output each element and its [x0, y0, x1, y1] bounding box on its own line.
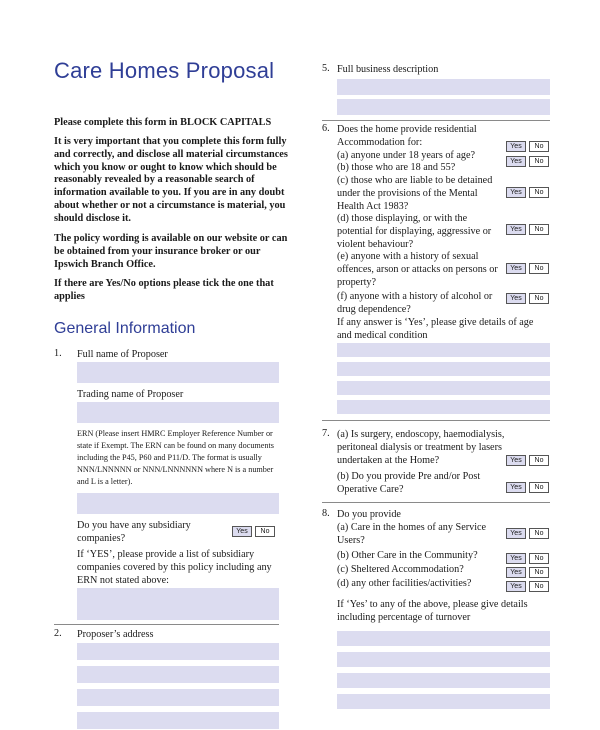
- q7b-no-checkbox[interactable]: No: [529, 482, 549, 493]
- q6c-yes-checkbox[interactable]: Yes: [506, 187, 526, 198]
- q8b-no-checkbox[interactable]: No: [529, 553, 549, 564]
- business-description-label: Full business description: [337, 64, 439, 75]
- q8b-label: (b) Other Care in the Community?: [337, 550, 478, 561]
- q8-details-input-4[interactable]: [337, 694, 550, 709]
- q8c-label: (c) Sheltered Accommodation?: [337, 564, 464, 575]
- q7a-no-checkbox[interactable]: No: [529, 455, 549, 466]
- q6-details-label: If any answer is ‘Yes’, please give details of age and medical condition: [337, 317, 534, 341]
- divider: [322, 120, 550, 121]
- q6a-yes-checkbox[interactable]: Yes: [506, 156, 526, 167]
- ern-label: ERN (Please insert HMRC Employer Reference Number or state if Exempt. The ERN can be found on many documents including the P45, P60 and P11/D. The format is usually NNN/LNNNNN or NNN/LNNNNNN where N is a number and L is a letter).: [77, 429, 274, 486]
- q8-details-label: If ‘Yes’ to any of the above, please give details including percentage of turnover: [337, 599, 528, 623]
- q6c-yes-no: [506, 187, 549, 198]
- q6e-yes-no: [506, 263, 549, 274]
- business-description-input-2[interactable]: [337, 99, 550, 115]
- q8a-label: (a) Care in the homes of any Service Users?: [337, 522, 487, 546]
- q6e-no-checkbox[interactable]: No: [529, 263, 549, 274]
- question-number-2: 2.: [54, 628, 62, 639]
- q6-details-input-4[interactable]: [337, 400, 550, 414]
- instruction-policy-wording: The policy wording is available on our website or can be obtained from your insurance broker or our Ipswich Branch Office.: [54, 233, 288, 270]
- q6d-no-checkbox[interactable]: No: [529, 224, 549, 235]
- q8b-yes-no: [506, 553, 549, 564]
- subsidiary-yes-checkbox[interactable]: Yes: [232, 526, 252, 537]
- q6-intro-no-checkbox[interactable]: No: [529, 141, 549, 152]
- q7b-yes-no: [506, 482, 549, 493]
- proposer-address-input-2[interactable]: [77, 666, 279, 683]
- q6f-yes-checkbox[interactable]: Yes: [506, 293, 526, 304]
- q8c-yes-no: [506, 567, 549, 578]
- ern-input[interactable]: [77, 493, 279, 514]
- q6-details-input-1[interactable]: [337, 343, 550, 357]
- q6e-label: (e) anyone with a history of sexual offences, arson or attacks on persons or property?: [337, 251, 498, 288]
- subsidiary-list-label: If ‘YES’, please provide a list of subsidiary companies covered by this policy including any ERN not stated above:: [77, 549, 272, 586]
- business-description-input-1[interactable]: [337, 79, 550, 95]
- trading-name-label: Trading name of Proposer: [77, 389, 184, 400]
- q6a-label: (a) anyone under 18 years of age?: [337, 150, 476, 161]
- q8-details-input-2[interactable]: [337, 652, 550, 667]
- q6b-label: (b) those who are 18 and 55?: [337, 162, 456, 173]
- q8d-label: (d) any other facilities/activities?: [337, 578, 472, 589]
- q7a-label: (a) Is surgery, endoscopy, haemodialysis, peritoneal dialysis or treatment by lasers undertaken at the Home?: [337, 429, 505, 466]
- q6a-yes-no: [506, 156, 549, 167]
- section-title-general-information: General Information: [54, 320, 196, 337]
- divider: [54, 624, 279, 625]
- q8-details-input-1[interactable]: [337, 631, 550, 646]
- q8b-yes-checkbox[interactable]: Yes: [506, 553, 526, 564]
- q6c-label: (c) those who are liable to be detained under the provisions of the Mental Health Act 1983?: [337, 175, 493, 212]
- q7a-yes-checkbox[interactable]: Yes: [506, 455, 526, 466]
- residential-accommodation-label: Does the home provide residential Accommodation for:: [337, 124, 477, 148]
- q7a-yes-no: [506, 455, 549, 466]
- q8-label: Do you provide: [337, 509, 401, 520]
- instruction-block-capitals: Please complete this form in BLOCK CAPITALS: [54, 117, 272, 128]
- question-number-1: 1.: [54, 348, 62, 359]
- q6f-no-checkbox[interactable]: No: [529, 293, 549, 304]
- q8c-yes-checkbox[interactable]: Yes: [506, 567, 526, 578]
- divider: [322, 420, 550, 421]
- q6-intro-yes-no: [506, 141, 549, 152]
- q8d-no-checkbox[interactable]: No: [529, 581, 549, 592]
- q6-details-input-3[interactable]: [337, 381, 550, 395]
- q8a-yes-checkbox[interactable]: Yes: [506, 528, 526, 539]
- full-name-input[interactable]: [77, 362, 279, 383]
- q7b-label: (b) Do you provide Pre and/or Post Operative Care?: [337, 471, 481, 495]
- subsidiary-no-checkbox[interactable]: No: [255, 526, 275, 537]
- q6f-yes-no: [506, 293, 549, 304]
- subsidiary-list-input[interactable]: [77, 588, 279, 620]
- subsidiary-yes-no: [232, 526, 275, 537]
- question-number-8: 8.: [322, 508, 330, 519]
- full-name-label: Full name of Proposer: [77, 349, 168, 360]
- q6c-no-checkbox[interactable]: No: [529, 187, 549, 198]
- q8a-yes-no: [506, 528, 549, 539]
- q7b-yes-checkbox[interactable]: Yes: [506, 482, 526, 493]
- q8d-yes-checkbox[interactable]: Yes: [506, 581, 526, 592]
- q8d-yes-no: [506, 581, 549, 592]
- q6f-label: (f) anyone with a history of alcohol or drug dependence?: [337, 291, 493, 315]
- q8-details-input-3[interactable]: [337, 673, 550, 688]
- instruction-disclosure: It is very important that you complete this form fully and correctly, and disclose all material circumstances which you know or ought to know which should be reasonably revealed by a reasonable search of information available to you. If you are in any doubt about whether or not a circumstance is material, you should disclose it.: [54, 136, 288, 224]
- proposer-address-input-4[interactable]: [77, 712, 279, 729]
- q6d-yes-no: [506, 224, 549, 235]
- q6-intro-yes-checkbox[interactable]: Yes: [506, 141, 526, 152]
- q6e-yes-checkbox[interactable]: Yes: [506, 263, 526, 274]
- q6d-label: (d) those displaying, or with the potential for displaying, aggressive or violent behaviour?: [337, 213, 492, 250]
- trading-name-input[interactable]: [77, 402, 279, 423]
- question-number-6: 6.: [322, 123, 330, 134]
- page-title: Care Homes Proposal: [54, 58, 275, 83]
- question-number-5: 5.: [322, 63, 330, 74]
- divider: [322, 502, 550, 503]
- q6-details-input-2[interactable]: [337, 362, 550, 376]
- subsidiary-label: Do you have any subsidiary companies?: [77, 520, 191, 544]
- instruction-yes-no: If there are Yes/No options please tick the one that applies: [54, 278, 274, 302]
- question-number-7: 7.: [322, 428, 330, 439]
- q8c-no-checkbox[interactable]: No: [529, 567, 549, 578]
- q8a-no-checkbox[interactable]: No: [529, 528, 549, 539]
- proposer-address-input-1[interactable]: [77, 643, 279, 660]
- q6a-no-checkbox[interactable]: No: [529, 156, 549, 167]
- proposer-address-input-3[interactable]: [77, 689, 279, 706]
- q6d-yes-checkbox[interactable]: Yes: [506, 224, 526, 235]
- proposer-address-label: Proposer’s address: [77, 629, 154, 640]
